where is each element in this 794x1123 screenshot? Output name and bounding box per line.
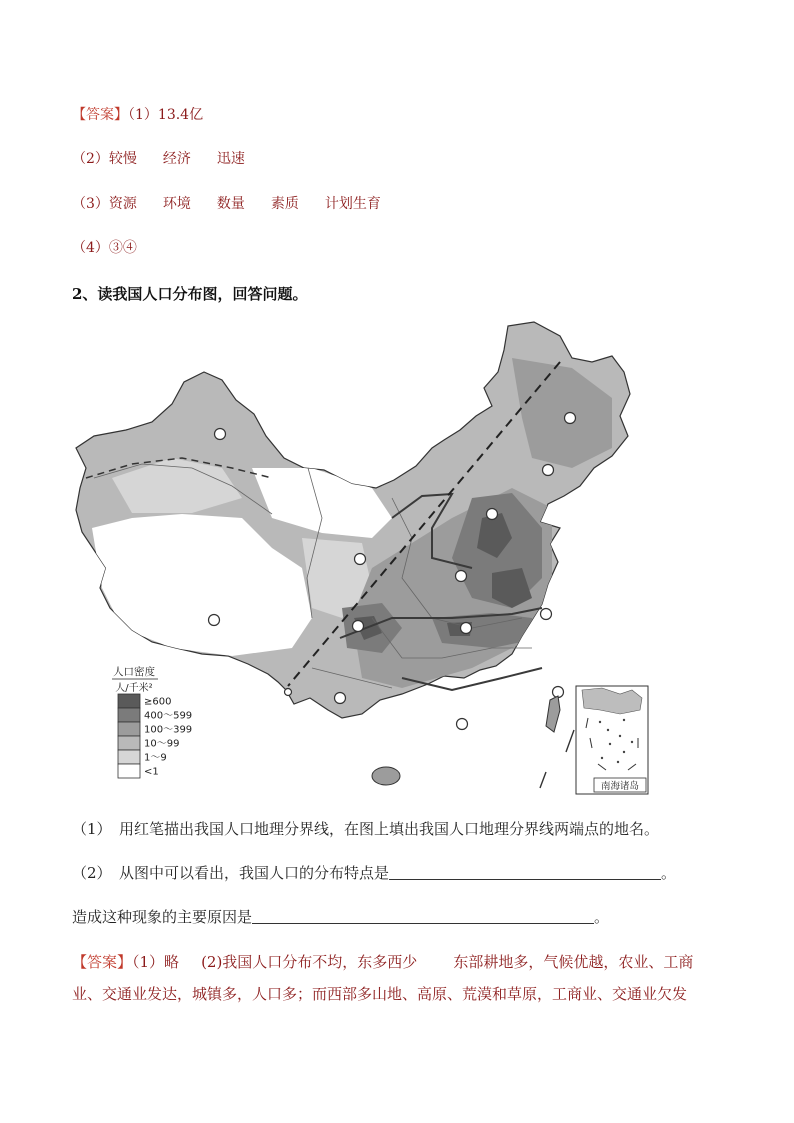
city-marker [209,615,220,626]
reason-question-end: 。 [594,908,610,926]
answer-item: 环境 [162,196,191,212]
south-china-sea-inset [576,686,648,794]
answer-line-4 [72,237,137,257]
reason-question [72,906,609,927]
sub-question-2-text: （2） 从图中可以看出，我国人口的分布特点是 [72,864,390,882]
legend-swatch [118,764,140,778]
city-marker [355,554,366,565]
answer-part-number: （2） [72,151,109,167]
city-marker [285,689,292,696]
answer-line-q2-1 [72,951,693,972]
legend-label: 10～99 [144,738,180,750]
map-legend [112,665,192,778]
answer-item: 较慢 [108,151,137,167]
answer-item: 素质 [270,196,299,212]
city-marker [487,509,498,520]
legend-label: 1～9 [144,752,167,764]
legend-unit: 人/千米² [115,683,153,694]
answer-value: 13.4亿 [157,107,204,123]
legend-label: <1 [144,766,159,778]
answer-item: 资源 [108,196,137,212]
answer-part-number: （1） [128,107,158,123]
answer-line-3 [72,193,381,213]
legend-swatch [118,722,140,736]
legend-swatch [118,736,140,750]
answer-item: 经济 [162,151,191,167]
city-marker [215,429,226,440]
answer-part: 东部耕地多，气候优越，农业、工商 [453,953,694,971]
city-marker [541,609,552,620]
sub-question-2-end: 。 [661,864,677,882]
city-marker [353,621,364,632]
sub-question-1: （1） 用红笔描出我国人口地理分界线，在图上填出我国人口地理分界线两端点的地名。 [72,820,660,838]
answer-part: (2)我国人口分布不均，东多西少 [201,953,418,971]
answer-item: 数量 [216,196,245,212]
answer-part-number: （4） [72,240,109,256]
answer-value: ③④ [108,240,137,256]
answer-part: （1）略 [132,953,180,971]
answer-blank[interactable] [252,909,594,924]
sub-question-2 [72,862,676,883]
answer-part-number: （3） [72,196,109,212]
sea-boundary-dash [540,772,546,788]
legend-title: 人口密度 [113,666,155,678]
inset-label: 南海诸岛 [600,781,640,792]
answer-item: 迅速 [216,151,245,167]
answer-blank[interactable] [389,865,661,880]
question-title: 2、读我国人口分布图，回答问题。 [72,285,308,303]
answer-item: 计划生育 [324,196,381,212]
answer-tag: 【答案】 [72,953,133,971]
city-marker [335,693,346,704]
answer-line-2 [72,148,245,168]
answer-tag: 【答案】 [72,107,128,123]
legend-swatch [118,750,140,764]
legend-swatch [118,694,140,708]
reason-question-text: 造成这种现象的主要原因是 [72,908,253,926]
population-density-map [72,318,662,800]
city-marker [543,465,554,476]
legend-swatch [118,708,140,722]
legend-label: 100～399 [144,724,193,736]
answer-line-q2-2: 业、交通业发达，城镇多，人口多；而西部多山地、高原、荒漠和草原，工商业、交通业欠发 [72,985,688,1003]
sea-boundary-dash [566,730,574,752]
answer-line-1 [72,104,203,124]
city-marker [456,571,467,582]
legend-label: ≥600 [144,696,172,708]
hainan-island [372,767,400,785]
city-marker [457,719,468,730]
city-marker [461,623,472,634]
city-marker [565,413,576,424]
taiwan-island [546,696,560,732]
legend-label: 400～599 [144,710,193,722]
